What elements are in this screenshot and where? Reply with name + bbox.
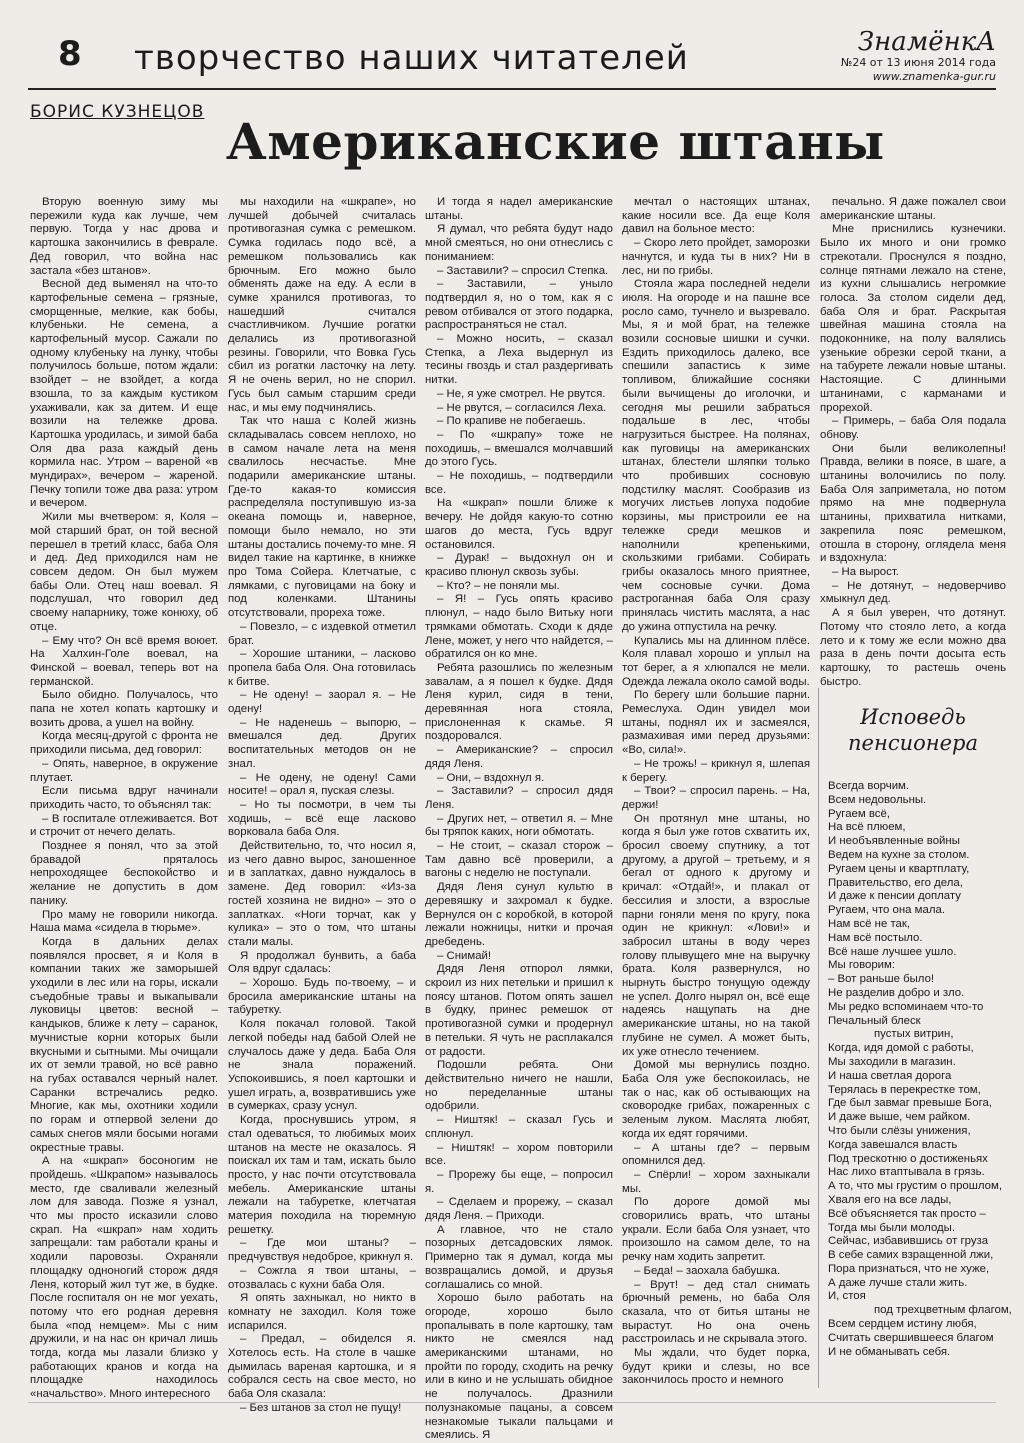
article-paragraph: Позднее я понял, что за этой бравадой пряталось непроходящее беспокойство и желание не допустить в дом панику.: [30, 840, 218, 907]
article-paragraph: – Не наденешь – выпорю, – вмешался дед. Других воспитательных методов он не знал.: [228, 716, 416, 770]
article-paragraph: Мы ждали, что будет порка, будут крики и слезы, но все закончилось просто и немного: [622, 1347, 810, 1387]
article-paragraph: Он протянул мне штаны, но когда я был уже готов схватить их, бросил своему спутнику, а тот другому, а другой – третьему, и я бегал от одного к другому и кричал: «Отдай!», и плакал от бессилия и злости, а взрослые парни гоняли меня по кругу, пока один не крикнул: «Лови!» и забросил штаны в воду через голову плывущего мне на выручку брата. Коля развернулся, но нырнуть быстро тонущую одежду не успел. Долго нырял он, всё еще надеясь нащупать на дне американские штаны, но на такой глубине не сумел. А может быть, их уже отнесло течением.: [622, 812, 810, 1058]
article-paragraph: А я был уверен, что дотянут. Потому что стояло лето, а когда лето и к тому же если можно два раза в день почти досыта есть картошку, то растешь очень быстро.: [820, 607, 1006, 688]
article-paragraph: – Предал, – обиделся я. Хотелось есть. На столе в чашке дымилась вареная картошка, и я собрался сесть на свое место, но баба Оля сказала:: [228, 1333, 416, 1401]
poem-line: Терялась в перекрестке том,: [828, 1083, 981, 1096]
article-paragraph: – В госпитале отлеживается. Вот и строчит от нечего делать.: [30, 812, 218, 839]
poem-line: Ругаем всё,: [828, 807, 890, 820]
article-paragraph: Когда в дальних делах появлялся просвет, я и Коля в компании таких же заморышей уходили в лес или на горы, искали съедобные травы и выкапывали луковицы цветов: весной – кандыков, ближе к лету – саранок, мучнистые корни которых были вкусными и сытными. Мы очищали их от земли травой, но всё равно на губах оставался черный налет. Саранки встречались редко. Многие, как мы, охотники ходили по горам и отпервой зелени до самых снегов мяли босыми ногами окрестные травы.: [30, 935, 218, 1154]
article-paragraph: – Ништяк! – хором повторили все.: [425, 1141, 613, 1168]
poem-line: Нам всё постыло.: [828, 931, 923, 944]
website: www.znamenka-gur.ru: [872, 70, 996, 83]
article-paragraph: Домой мы вернулись поздно. Баба Оля уже беспокоилась, не так о нас, как об остывающих на сковородке грибах, пожаренных с зеленым луком. Маслята любят, когда их едят горячими.: [622, 1059, 810, 1140]
article-paragraph: – Хорошие штаники, – ласково пропела баба Оля. Она готовилась к битве.: [228, 648, 416, 688]
poem-line: Правительство, его дела,: [828, 876, 963, 889]
article-paragraph: – Не стоит, – сказал сторож – Там давно всё проверили, а вагоны с неделю не поступали.: [425, 840, 613, 880]
article-paragraph: – Заставили? – спросил Степка.: [437, 264, 609, 277]
article-paragraph: – Хорошо. Будь по-твоему, – и бросила американские штаны на табуретку.: [228, 977, 416, 1017]
article-paragraph: Стояла жара последней недели июля. На огороде и на пашне все росло само, тучнело и вызревало. Мы, я и мой брат, на тележке возили сосновые шишки и сучки. Ездить приходилось далеко, все спешили запастись к зиме топливом, ближайшие сосняки были вычищены до иголочки, и сегодня мы решили забраться подальше в лес, чтобы нагрузиться быстрее. На полянах, как пуговицы на американских штанах, блестели шляпки только что пробивших сосновую подстилку маслят. Сообразив из могучих листьев лопуха подобие корзины, мы пристроили ее на тележке среди мешков и наполнили крепенькими, скользкими грибами. Собирать грибы оказалось много приятнее, чем сосновые сучки. Дома растроганная баба Оля сразу принялась чистить маслята, а нас до ужина отпустила на речку.: [622, 278, 810, 633]
poem-line: Считать свершившееся благом: [828, 1331, 994, 1344]
article-paragraph: мечтал о настоящих штанах, какие носили все. Да еще Коля давил на больное место:: [622, 196, 810, 236]
article-paragraph: А на «шкрап» босоногим не пройдешь. «Шкрапом» называлось место, где сваливали железный лом для завода. Позже я узнал, что мы просто исказили слово скрап. На «шкрап» нам ходить запрещали: там работали краны и ходили паровозы. Охраняли площадку одноногий сторож дядя Леня, который жил тут же, в будке. После госпиталя он не мог уехать, потому что его родная деревня была «под немцем». Мы с ним дружили, и на нас он кричал лишь тогда, когда мы лазали близко у работающих кранов и когда на площадке находилось «начальство». Много интересного: [30, 1155, 218, 1401]
article-paragraph: Я думал, что ребята будут надо мной смеяться, но они отнеслись с пониманием:: [425, 223, 613, 263]
issue-info: №24 от 13 июня 2014 года: [840, 56, 996, 69]
article-paragraph: – Опять, наверное, в окружение плутает.: [30, 757, 218, 784]
article-paragraph: Когда месяц-другой с фронта не приходили письма, дед говорил:: [30, 730, 218, 757]
article-paragraph: – Беда! – заохала бабушка.: [634, 1264, 781, 1277]
article-paragraph: Было обидно. Получалось, что папа не хотел копать картошку и возить дрова, а ушел на войну.: [30, 689, 218, 729]
article-title: Американские штаны: [226, 112, 885, 171]
poem-line: Под трескотню о достиженьях: [828, 1152, 988, 1165]
newspaper-name: ЗнамёнкА: [857, 27, 996, 57]
poem-line: Ведем на кухне за столом.: [828, 848, 970, 861]
article-paragraph: Я опять захныкал, но никто в комнату не заходил. Коля тоже испарился.: [228, 1292, 416, 1332]
article-paragraph: – А штаны где? – первым опомнился дед.: [622, 1141, 810, 1168]
article-paragraph: – Других нет, – ответил я. – Мне бы тряпок каких, ноги обмотать.: [425, 812, 613, 839]
poem-line: Тогда мы были молоды.: [828, 1221, 956, 1234]
article-paragraph: Хорошо было работать на огороде, хорошо было пропалывать в поле картошку, там никто не смеялся над американскими штанами, но пройти по городу, сходить на речку или в кино и не услышать обидное не получалось. Дразнили полузнакомые пацаны, а совсем незнакомые тыкали пальцами и смеялись. Я: [425, 1292, 613, 1442]
article-column-3: [425, 196, 613, 1442]
article-paragraph: – Твои? – спросил парень. – На, держи!: [622, 785, 810, 811]
article-paragraph: – Сожгла я твои штаны, – отозвалась с кухни баба Оля.: [228, 1264, 416, 1291]
article-column-2: [228, 196, 416, 1414]
article-paragraph: печально. Я даже пожалел свои американские штаны.: [820, 196, 1006, 222]
article-paragraph: По дороге домой мы сговорились врать, что штаны украли. Если баба Оля узнает, что произошло на самом деле, то на речку нам ходить запретит.: [622, 1196, 810, 1264]
article-paragraph: Подошли ребята. Они действительно ничего не нашли, но переделанные штаны одобрили.: [425, 1059, 613, 1113]
article-paragraph: Я продолжал бунвить, а баба Оля вдруг сдалась:: [228, 949, 416, 976]
article-column-5: [820, 196, 1006, 688]
article-paragraph: – Не одену, не одену! Сами носите! – орал я, пуская слезы.: [228, 771, 416, 798]
poem-line: Всё объясняется так просто –: [828, 1207, 986, 1220]
article-author: БОРИС КУЗНЕЦОВ: [30, 102, 205, 122]
poem-line: И даже выше, чем райком.: [828, 1111, 971, 1124]
article-paragraph: – Не походишь, – подтвердили все.: [425, 470, 613, 496]
poem-line: А даже лучше стали жить.: [828, 1276, 968, 1289]
article-paragraph: Мне приснились кузнечики. Было их много и они громко стрекотали. Проснулся я поздно, солнце пятнами лежало на стене, из кухни слышались негромкие голоса. За столом сидели дед, баба Оля и брат. Раскрытая швейная машина стояла на подоконнике, на полу валялись узенькие обрезки серой ткани, а на табурете лежали новые штаны. Настоящие. С длинными штанинами, с карманами и прорехой.: [820, 223, 1006, 414]
article-paragraph: По берегу шли большие парни. Ремеслуха. Один увидел мои штаны, поднял их и засмеялся, размахивая ими перед друзьями: «Во, сила!».: [622, 689, 810, 757]
article-paragraph: Дядя Леня отпорол лямки, скроил из них петельки и пришил к поясу штанов. Потом опять зашел в будку, принес ремешок от противогазной сумки и продернул в петельки. Я чуть не расплакался от радости.: [425, 963, 613, 1058]
article-paragraph: – Не трожь! – крикнул я, шлепая к берегу.: [622, 757, 810, 784]
article-paragraph: – Можно носить, – сказал Степка, а Леха выдернул из тесины гвоздь и стал раздергивать нитки.: [425, 333, 613, 387]
section-title: творчество наших читателей: [134, 38, 689, 78]
poem-line: Мы заходили в магазин.: [828, 1055, 956, 1068]
poem-line: И не обманывать себя.: [828, 1345, 951, 1358]
article-paragraph: – На вырост.: [832, 565, 899, 578]
article-paragraph: – Без штанов за стол не пущу!: [240, 1401, 402, 1414]
article-paragraph: – Сделаем и прорежу, – сказал дядя Леня. – Приходи.: [425, 1196, 613, 1223]
poem-title: [818, 704, 1008, 756]
poem-title-line-1: Исповедь: [860, 705, 966, 729]
article-paragraph: – Не, я уже смотрел. Не рвутся.: [437, 387, 606, 400]
poem-title-line-2: пенсионера: [848, 731, 978, 755]
article-paragraph: – Не дотянут, – недоверчиво хмыкнул дед.: [820, 579, 1006, 606]
poem-line: Ругаем цены и квартплату,: [828, 862, 970, 875]
poem-line: Когда, идя домой с работы,: [828, 1042, 974, 1055]
poem-line: Не разделив добро и зло.: [828, 986, 965, 999]
article-paragraph: – Кто? – не поняли мы.: [437, 579, 560, 592]
poem-line: Что были слёзы унижения,: [828, 1124, 971, 1137]
article-paragraph: – Американские? – спросил дядя Леня.: [425, 744, 613, 770]
poem-line: Нам всё не так,: [828, 917, 911, 930]
poem-line: Всё наше лучшее ушло.: [828, 945, 957, 958]
article-paragraph: И тогда я надел американские штаны.: [425, 196, 613, 222]
article-paragraph: – Скоро лето пройдет, заморозки начнутся, и куда ты в них? Ни в лес, ни по грибы.: [622, 237, 810, 277]
article-paragraph: – Снимай!: [437, 949, 492, 962]
poem-line: Мы говорим:: [828, 959, 896, 972]
article-paragraph: На «шкрап» пошли ближе к вечеру. Не дойдя какую-то сотню шагов до места, Гусь вдруг остановился.: [425, 497, 613, 551]
article-paragraph: – Спёрли! – хором захныкали мы.: [622, 1168, 810, 1195]
article-paragraph: – Прорежу бы еще, – попросил я.: [425, 1168, 613, 1195]
article-column-1: [30, 196, 218, 1401]
article-paragraph: – Я! – Гусь опять красиво плюнул, – надо было Витьку ноги трямками обмотать. Сходи к дяде Лене, может, у него что найдется, – обратился он ко мне.: [425, 593, 613, 661]
article-paragraph: Коля покачал головой. Такой легкой победы над бабой Олей не случалось даже у деда. Баба Оля не знала поражений. Успокоившись, я поел картошки и ушел играть, а, возвратившись уже в сумерках, сразу уснул.: [228, 1018, 416, 1113]
masthead: [841, 28, 996, 83]
poem-line: А то, что мы грустим о прошлом,: [828, 1180, 1003, 1193]
poem-line: Ругаем, что она мала.: [828, 904, 945, 917]
poem-line: Где был завмаг превыше Бога,: [828, 1097, 992, 1110]
article-paragraph: Ребята разошлись по железным завалам, а я пошел к будке. Дядя Леня курил, сидя в тени, деревянная нога стояла, прислоненная к скамье. Я поздоровался.: [425, 661, 613, 743]
article-paragraph: Когда, проснувшись утром, я стал одеваться, то любимых моих штанов на месте не оказалось. Я поискал их там и там, искать было просто, у нас почти отсутствовала мебель. Американские штаны лежали на табуретке, клетчатая материя походила на тюремную решетку.: [228, 1114, 416, 1236]
article-paragraph: – По крапиве не побегаешь.: [437, 415, 586, 428]
article-paragraph: Про маму не говорили никогда. Наша мама «сидела в тюрьме».: [30, 908, 218, 935]
article-paragraph: – Заставили, – уныло подтвердил я, но о том, как я с ревом отбивался от этого подарка, распространяться не стал.: [425, 278, 613, 332]
article-paragraph: Если письма вдруг начинали приходить часто, то объяснял так:: [30, 785, 218, 811]
poem-body: [828, 780, 1012, 1359]
poem-line: Пора признаться, что не хуже,: [828, 1262, 990, 1275]
poem-line: И даже к пенсии доплату: [828, 890, 961, 903]
page-number: 8: [58, 34, 82, 74]
article-paragraph: – Дурак! – выдохнул он и красиво плюнул сквозь зубы.: [425, 552, 613, 578]
poem-line: И наша светлая дорога: [828, 1069, 952, 1082]
article-paragraph: – Врут! – дед стал снимать брючный ремень, но баба Оля сказала, что от битья штаны не вырастут. Но она очень расстроилась и не скрывала этого.: [622, 1278, 810, 1346]
poem-line: В себе самих взращенной лжи,: [828, 1249, 994, 1262]
article-paragraph: – Но ты посмотри, в чем ты ходишь, – всё еще ласково ворковала баба Оля.: [228, 798, 416, 839]
article-paragraph: – Где мои штаны? – предчувствуя недоброе, крикнул я.: [228, 1237, 416, 1264]
bottom-rule: [28, 1402, 996, 1403]
article-paragraph: Они были великолепны! Правда, велики в поясе, в шаге, а штанины волочились по полу. Баба Оля заприметала, но потом прямо на мне подвернула штанины, прихватила нитками, закрепила пояс ремешком, отошла в сторону, оглядела меня и вздохнула:: [820, 442, 1006, 565]
header-rule: [28, 88, 996, 90]
article-paragraph: – Повезло, – с издевкой отметил брат.: [228, 620, 416, 647]
poem-line: Когда завешался власть: [828, 1138, 958, 1151]
article-paragraph: мы находили на «шкрапе», но лучшей добычей считалась противогазная сумка с ремешком. Сумка годилась подо всё, а ремешком пользовались как брючным. Его можно было обменять даже на еду. А если в сумке хранился противогаз, то нашедший считался счастливчиком. Лучшие рогатки делались из противогазной резины. Говорили, что Вовка Гусь сбил из рогатки ласточку на лету. Я не очень верил, но не спорил. Гусь был самым старшим среди нас, и мы ему подчинялись.: [228, 196, 416, 414]
article-paragraph: Действительно, то, что носил я, из чего давно вырос, заношенное и в заплатках, давно нуждалось в замене. Дед говорил: «Из-за гостей хозяина не видно» – это о заплатках. «Ноги торчат, как у кулика» – это о том, что штаны стали малы.: [228, 840, 416, 948]
article-paragraph: – Не рвутся, – согласился Леха.: [437, 401, 607, 414]
article-paragraph: – Они, – вздохнул я.: [437, 771, 545, 784]
article-paragraph: А главное, что не стало позорных детсадовских лямок. Примерно так я думал, когда мы возвращались домой, и друзья соглашались со мной.: [425, 1223, 613, 1291]
article-paragraph: Дядя Леня сунул культю в деревяшку и захромал к будке. Вернулся он с коробкой, в которой лежали ножницы, нитки и прочая дребедень.: [425, 881, 613, 948]
article-paragraph: – Примерь, – баба Оля подала обнову.: [820, 415, 1006, 441]
poem-line: – Вот раньше было!: [828, 973, 935, 986]
poem-line: Всегда ворчим.: [828, 780, 910, 792]
article-paragraph: – Ништяк! – сказал Гусь и сплюнул.: [425, 1114, 613, 1140]
poem-line: под трехцветным флагом,: [874, 1304, 1012, 1317]
poem-line: Печальный блеск: [828, 1014, 921, 1027]
poem-line: И, стоя: [828, 1290, 866, 1303]
poem-line: И необъявленные войны: [828, 835, 960, 848]
article-paragraph: – Заставили? – спросил дядя Леня.: [425, 785, 613, 811]
article-paragraph: – По «шкрапу» тоже не походишь, – вмешался молчавший до этого Гусь.: [425, 428, 613, 469]
article-paragraph: Купались мы на длинном плёсе. Коля плавал хорошо и уплыл на тот берег, а я хлюпался не мели. Одежда лежала около самой воды.: [622, 634, 810, 688]
article-paragraph: Вторую военную зиму мы пережили куда как лучше, чем первую. Тогда у нас дрова и картошка закончились в феврале. Дед говорил, что война нас застала «без штанов».: [30, 196, 218, 277]
article-paragraph: Так что наша с Колей жизнь складывалась совсем неплохо, но в самом начале лета на меня свалилось несчастье. Мне подарили американские штаны. Где-то какая-то комиссия распределяла поступившую из-за океана помощь и, наверное, помощи было немало, но эти штаны достались почему-то мне. Я видел такие на картинке, в книжке про Тома Сойера. Клетчатые, с лямками, с пуговицами на боку и под коленками. Штанины отсутствовали, прореха тоже.: [228, 415, 416, 620]
article-column-4: [622, 196, 810, 1396]
article-paragraph: Весной дед выменял на что-то картофельные семена – грязные, сморщенные, мелкие, как бобы, клубеньки. Не семена, а картофельный мусор. Сажали по одному клубеньку на лунку, чтобы получилось больше, потом ждали: взойдет – не взойдет, а когда взошла, то за каждым кустиком ухаживали, как за дитем. И еще возили на тележке дрова. Картошка уродилась, и зимой баба Оля два раза каждый день кормила нас. Утром – вареной «в мундирах», вечером – жареной. Печку топили тоже два раза: утром и вечером.: [30, 278, 218, 510]
poem-line: Нас лихо втаптывала в грязь.: [828, 1166, 985, 1179]
poem-line: Всем недовольны.: [828, 793, 927, 806]
article-paragraph: – Ему что? Он всё время воюет. На Халхин-Голе воевал, на Финской – воевал, теперь вот на германской.: [30, 634, 218, 688]
poem-line: пустых витрин,: [874, 1028, 954, 1041]
article-paragraph: Жили мы вчетвером: я, Коля – мой старший брат, он той весной перешел в третий класс, баба Оля и дед. Дед приходился нам не совсем дедом. Он был мужем бабы Оли. Отец наш воевал. Я подслушал, что говорил дед своему напарнику, тоже конюху, об отце.: [30, 511, 218, 633]
article-paragraph: – Не одену! – заорал я. – Не одену!: [228, 689, 416, 716]
poem-line: Сейчас, избавившись от груза: [828, 1235, 989, 1248]
poem-line: Всем сердцем истину любя,: [828, 1318, 977, 1331]
poem-line: На всё плюем,: [828, 821, 906, 834]
poem-line: Хваля его на все лады,: [828, 1193, 952, 1206]
poem-line: Мы редко вспоминаем что-то: [828, 1000, 984, 1013]
